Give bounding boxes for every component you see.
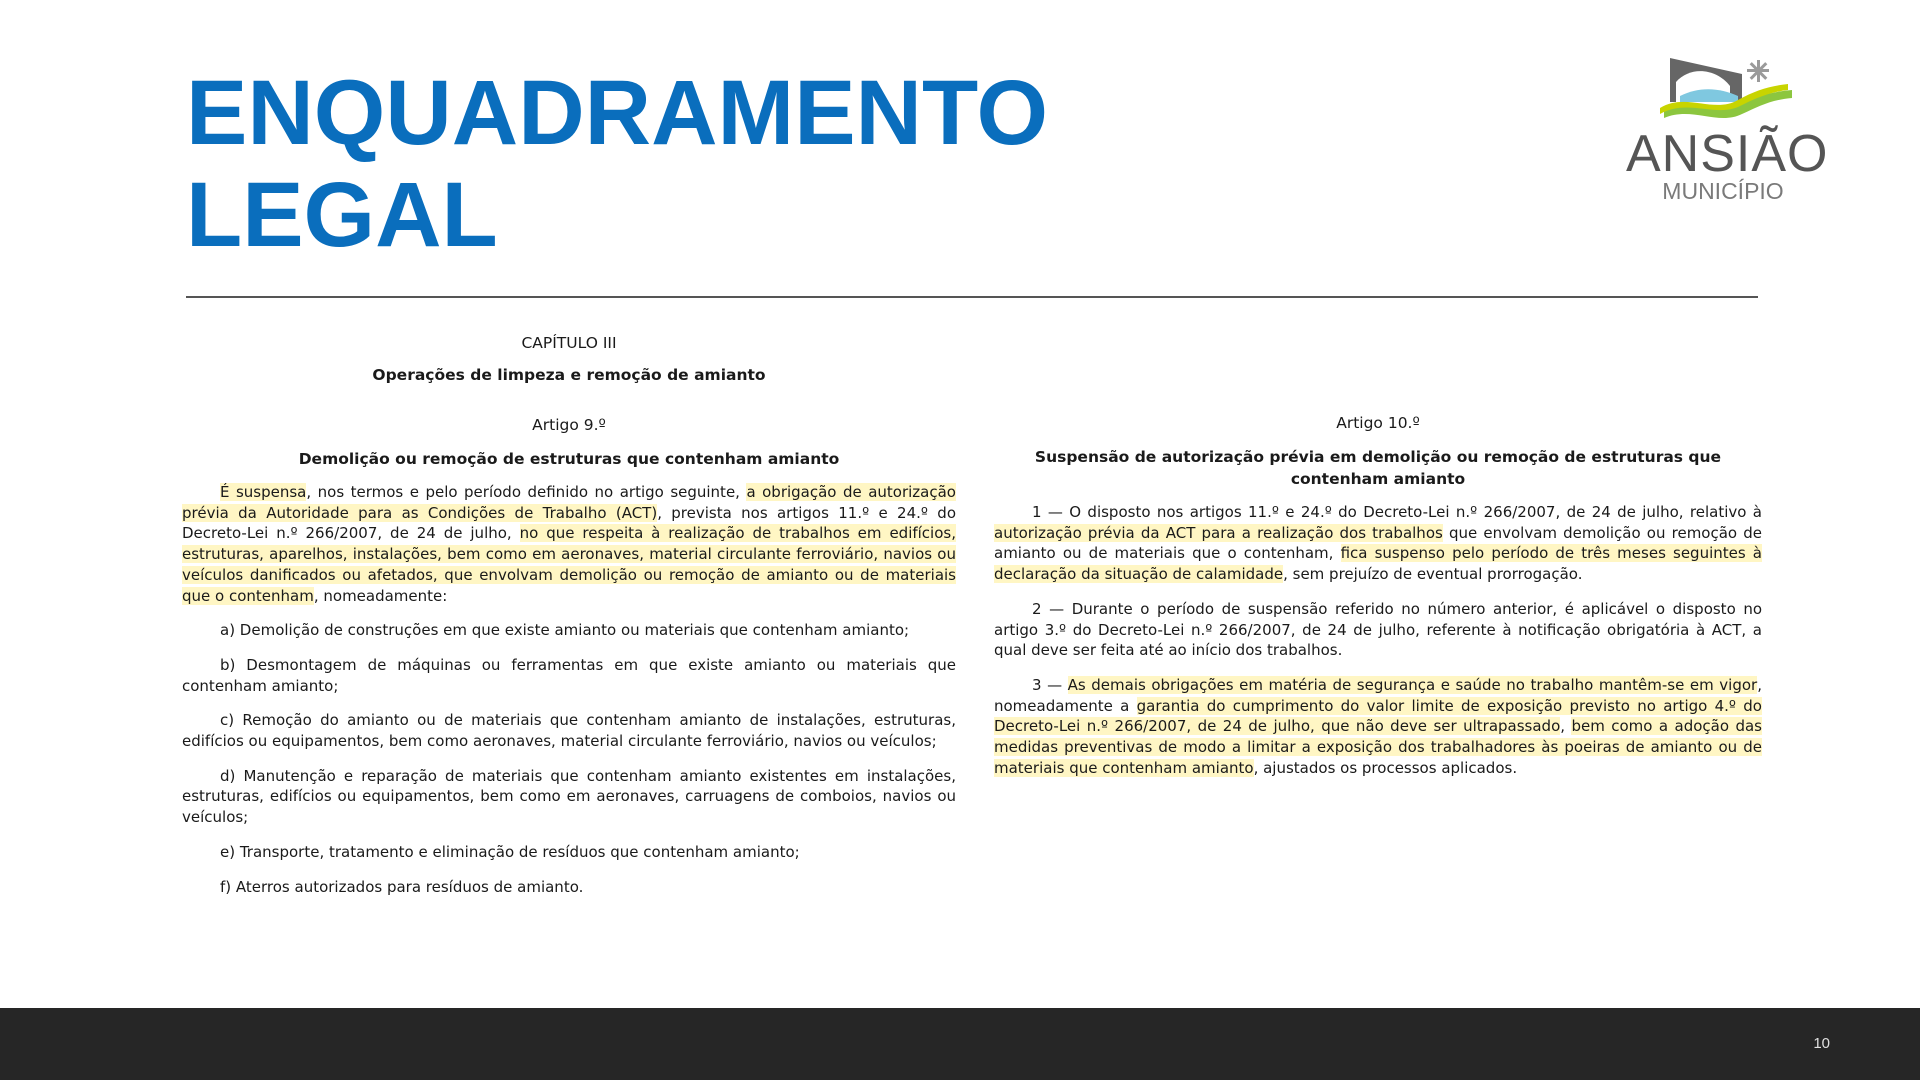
article-9-column: [182, 332, 956, 911]
municipality-logo: [1620, 52, 1829, 212]
article-10-paragraph-1: [994, 502, 1762, 585]
text-segment: 1 — O disposto nos artigos 11.º e 24.º do Decreto-Lei n.º 266/2007, de 24 de julho, relativo à: [1032, 503, 1762, 521]
text-segment: As demais obrigações em matéria de segurança e saúde no trabalho mantêm-se em vigor: [1067, 675, 1758, 694]
article-10-column: [994, 412, 1762, 792]
text-segment: 3 —: [1032, 675, 1068, 694]
article-9-number: Artigo 9.º: [532, 416, 606, 434]
text-segment: bem como a adoção das medidas preventivas de modo a limitar a exposição dos trabalhadores às poeiras de amianto ou de materiais que contenham amianto: [994, 717, 1762, 777]
text-segment: , ajustados os processos aplicados.: [1253, 758, 1518, 777]
text-segment: , prevista nos artigos 11.º e 24.º do Decreto-Lei n.º 266/2007, de 24 de julho,: [182, 503, 956, 543]
article-9-title: Demolição ou remoção de estruturas que contenham amianto: [298, 450, 840, 468]
article-10-number: Artigo 10.º: [1336, 414, 1420, 432]
text-segment: que envolvam demolição ou remoção de amianto ou de materiais que o contenham,: [994, 523, 1762, 563]
footer-bar: [0, 1008, 1920, 1080]
article-9-paragraph: [182, 482, 956, 606]
text-segment: , sem prejuízo de eventual prorrogação.: [1283, 565, 1583, 584]
article-10-title: Suspensão de autorização prévia em demolição ou remoção de estruturas que contenham amianto: [1034, 448, 1722, 488]
text-segment: , nos termos e pelo período definido no artigo seguinte,: [306, 483, 747, 501]
text-segment: , nomeadamente:: [313, 586, 448, 605]
title-divider: [186, 296, 1758, 298]
list-item: f) Aterros autorizados para resíduos de amianto.: [220, 877, 584, 896]
text-segment: a obrigação de autorização prévia da Autoridade para as Condições de Trabalho (ACT): [182, 483, 956, 522]
list-item: a) Demolição de construções em que existe amianto ou materiais que contenham amianto;: [220, 621, 910, 640]
logo-name: ANSIÃO: [1626, 125, 1829, 183]
text-segment: É suspensa: [220, 483, 307, 501]
page-number: 10: [1813, 1035, 1830, 1052]
chapter-subtitle: Operações de limpeza e remoção de amianto: [372, 366, 766, 384]
list-item: c) Remoção do amianto ou de materiais que contenham amianto de instalações, estruturas, edifícios ou equipamentos, bem como aeronaves, material circulante ferroviário, navios ou veículos;: [182, 711, 956, 751]
text-segment: ,: [1560, 717, 1572, 736]
list-item: d) Manutenção e reparação de materiais que contenham amianto existentes em instalações, estruturas, edifícios ou equipamentos, bem como em aeronaves, carruagens de comboios, navios ou veículos;: [182, 766, 956, 827]
text-segment: , nomeadamente a: [994, 675, 1762, 715]
text-segment: autorização prévia da ACT para a realização dos trabalhos: [994, 523, 1443, 542]
text-segment: fica suspenso pelo período de três meses seguintes à declaração da situação de calamidade: [994, 544, 1763, 584]
article-10-paragraph-3: [994, 675, 1762, 779]
text-segment: no que respeita à realização de trabalhos em edifícios, estruturas, aparelhos, instalações, bem como em aeronaves, material circulante ferroviário, navios ou veículos danificados ou afetados, que envolvam demolição ou remoção de amianto ou de materiais que o contenham: [182, 524, 956, 605]
slide-title: [186, 62, 1048, 266]
ansiao-emblem-icon: [1620, 52, 1820, 132]
chapter-heading: CAPÍTULO III: [521, 334, 617, 352]
title-line-1: ENQUADRAMENTO: [186, 62, 1049, 164]
list-item: e) Transporte, tratamento e eliminação de resíduos que contenham amianto;: [220, 842, 800, 861]
text-segment: garantia do cumprimento do valor limite de exposição previsto no artigo 4.º do Decreto-Lei n.º 266/2007, de 24 de julho, que não deve ser ultrapassado: [994, 696, 1762, 736]
logo-subtitle: MUNICÍPIO: [1662, 178, 1784, 204]
title-line-2: LEGAL: [186, 164, 498, 266]
list-item: b) Desmontagem de máquinas ou ferramentas em que existe amianto ou materiais que contenham amianto;: [182, 655, 956, 695]
article-10-paragraph-2: 2 — Durante o período de suspensão referido no número anterior, é aplicável o disposto no artigo 3.º do Decreto-Lei n.º 266/2007, de 24 de julho, referente à notificação obrigatória à ACT, a qual deve ser feita até ao início dos trabalhos.: [994, 599, 1762, 660]
